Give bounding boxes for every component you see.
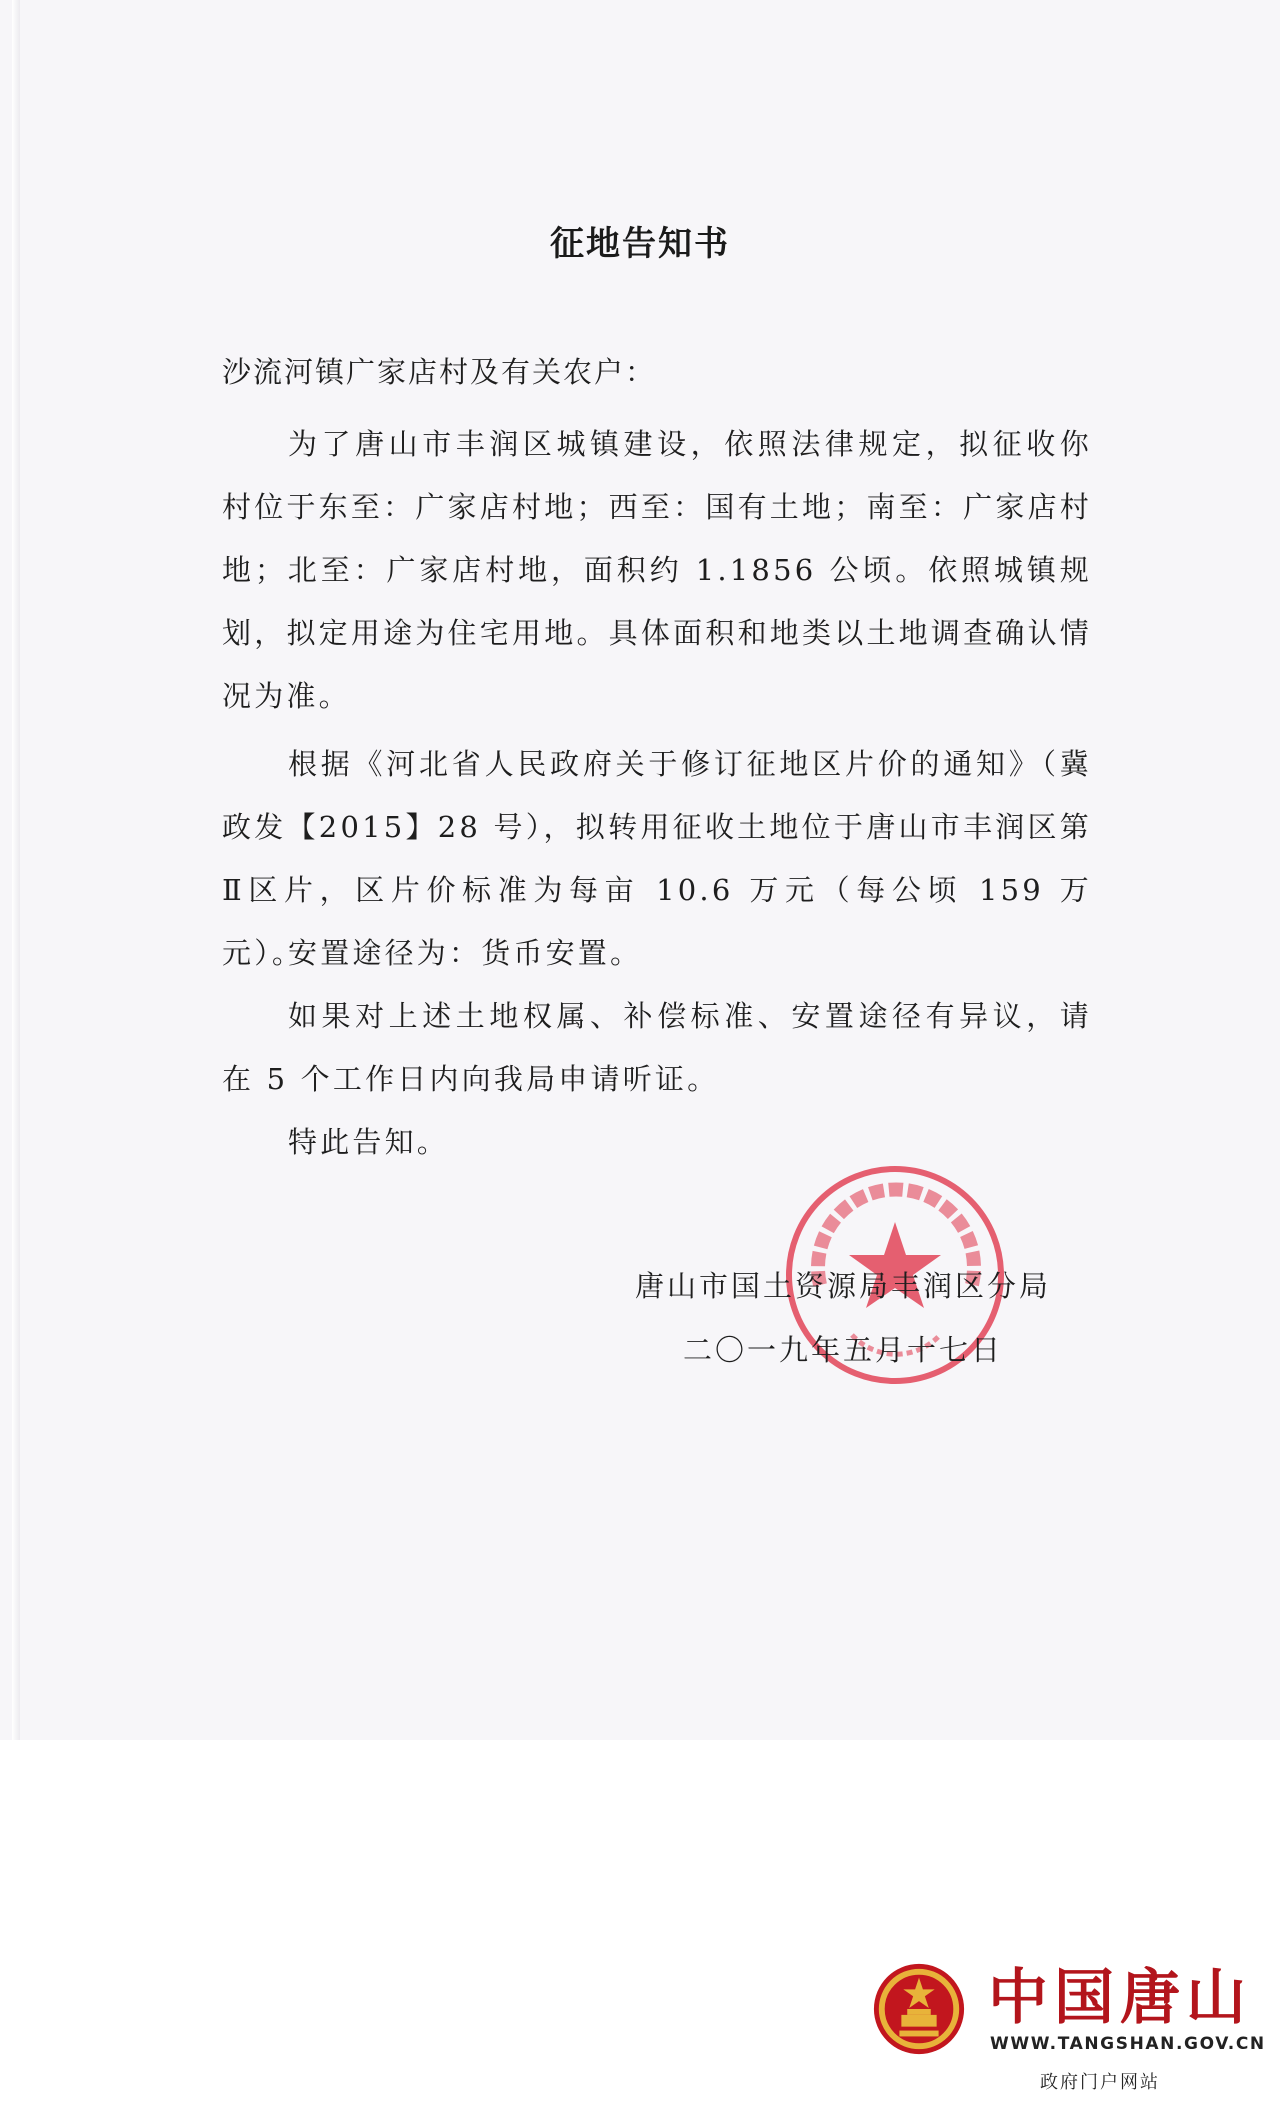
brand-name: 中国唐山: [988, 1963, 1252, 2033]
portal-tagline: 政府门户网站: [1040, 2072, 1160, 2093]
document-title: 征地告知书: [550, 224, 730, 264]
national-emblem-icon: [870, 1960, 968, 2058]
signing-date: 二〇一九年五月十七日: [683, 1333, 1004, 1367]
paragraph-compensation-price: 根据《河北省人民政府关于修订征地区片价的通知》（冀政发【2015】28 号），拟转用征收土地位于唐山市丰润区第Ⅱ区片，区片价标准为每亩 10.6 万元（每公顷 159 万元）。: [222, 747, 1092, 970]
paragraph-resettlement: 安置途径为：货币安置。: [288, 936, 643, 970]
tangshan-portal-logo: [870, 1950, 1270, 2100]
paragraph-hearing-notice: 如果对上述土地权属、补偿标准、安置途径有异议，请在 5 个工作日内向我局申请听证。: [222, 999, 1092, 1096]
paragraph-closing: 特此告知。: [288, 1125, 450, 1159]
signing-authority: 唐山市国土资源局丰润区分局: [635, 1269, 1052, 1303]
portal-url: WWW.TANGSHAN.GOV.CN: [990, 2034, 1266, 2054]
paragraph-land-scope: 为了唐山市丰润区城镇建设，依照法律规定，拟征收你村位于东至：广家店村地；西至：国有土地；南至：广家店村地；北至：广家店村地，面积约 1.1856 公顷。依照城镇规划，拟定用途为住宅用地。具体面积和地类以土地调查确认情况为准。: [222, 427, 1092, 713]
addressee: 沙流河镇广家店村及有关农户：: [222, 355, 657, 389]
